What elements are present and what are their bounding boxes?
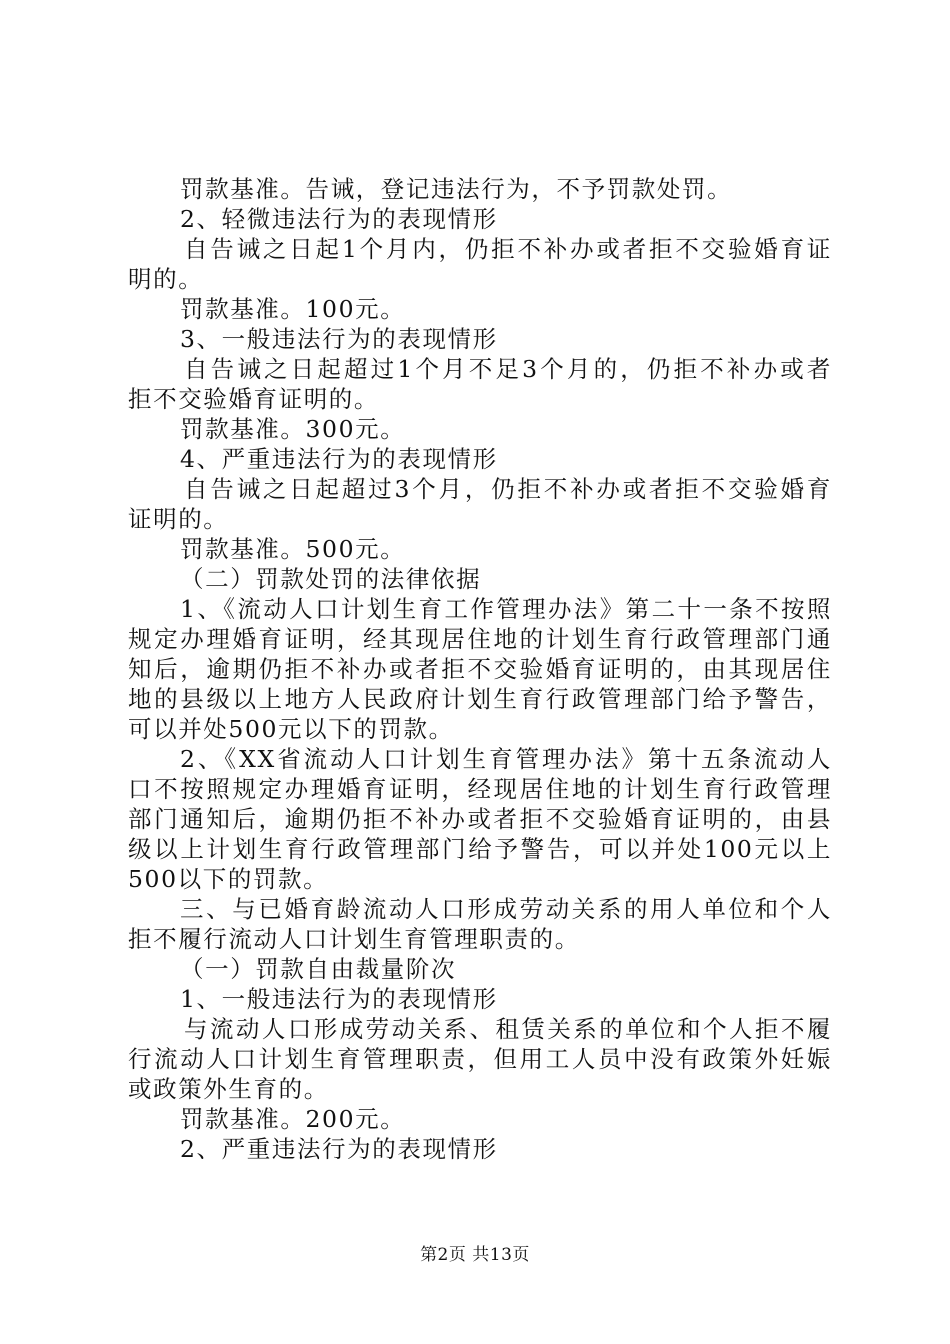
- paragraph-line: 罚款基准。告诫，登记违法行为，不予罚款处罚。: [180, 175, 733, 203]
- paragraph-line: 罚款基准。200元。: [180, 1105, 406, 1133]
- section-heading: 1、一般违法行为的表现情形: [180, 985, 498, 1013]
- document-body: [128, 174, 832, 1164]
- section-heading: （一）罚款自由裁量阶次: [180, 955, 457, 983]
- paragraph-line: 罚款基准。100元。: [180, 295, 406, 323]
- paragraph-line: 级以上计划生育行政管理部门给予警告，可以并处100元以上: [128, 835, 832, 863]
- paragraph-line: 部门通知后，逾期仍拒不补办或者拒不交验婚育证明的，由县: [128, 805, 832, 833]
- paragraph-line: 行流动人口计划生育管理职责，但用工人员中没有政策外妊娠: [128, 1045, 832, 1073]
- paragraph-line: 可以并处500元以下的罚款。: [128, 715, 454, 743]
- section-heading: 2、严重违法行为的表现情形: [180, 1135, 498, 1163]
- paragraph-line: 口不按照规定办理婚育证明，经现居住地的计划生育行政管理: [128, 775, 832, 803]
- paragraph-line: 500以下的罚款。: [128, 865, 329, 893]
- paragraph-line: 罚款基准。300元。: [180, 415, 406, 443]
- page-number: 第2页 共13页: [420, 1245, 530, 1265]
- paragraph-line: 罚款基准。500元。: [180, 535, 406, 563]
- paragraph-line: 规定办理婚育证明，经其现居住地的计划生育行政管理部门通: [128, 625, 832, 653]
- paragraph-line: 自告诫之日起超过1个月不足3个月的，仍拒不补办或者: [184, 355, 832, 383]
- paragraph-line: 拒不交验婚育证明的。: [128, 385, 379, 413]
- section-heading: 3、一般违法行为的表现情形: [180, 325, 498, 353]
- paragraph-line: 拒不履行流动人口计划生育管理职责的。: [128, 925, 580, 953]
- paragraph-line: 地的县级以上地方人民政府计划生育行政管理部门给予警告，: [128, 685, 832, 713]
- page-footer: [0, 1240, 950, 1265]
- paragraph-line: 1、《流动人口计划生育工作管理办法》第二十一条不按照: [180, 595, 832, 623]
- paragraph-line: 与流动人口形成劳动关系、租赁关系的单位和个人拒不履: [184, 1015, 832, 1043]
- paragraph-line: 三、与已婚育龄流动人口形成劳动关系的用人单位和个人: [180, 895, 832, 923]
- paragraph-line: 知后，逾期仍拒不补办或者拒不交验婚育证明的，由其现居住: [128, 655, 832, 683]
- section-heading: （二）罚款处罚的法律依据: [180, 565, 482, 593]
- paragraph-line: 明的。: [128, 265, 204, 293]
- paragraph-line: 证明的。: [128, 505, 229, 533]
- paragraph-line: 自告诫之日起1个月内，仍拒不补办或者拒不交验婚育证: [184, 235, 832, 263]
- section-heading: 2、轻微违法行为的表现情形: [180, 205, 498, 233]
- paragraph-line: 或政策外生育的。: [128, 1075, 329, 1103]
- paragraph-line: 自告诫之日起超过3个月，仍拒不补办或者拒不交验婚育: [184, 475, 832, 503]
- paragraph-line: 2、《XX省流动人口计划生育管理办法》第十五条流动人: [180, 745, 832, 773]
- section-heading: 4、严重违法行为的表现情形: [180, 445, 498, 473]
